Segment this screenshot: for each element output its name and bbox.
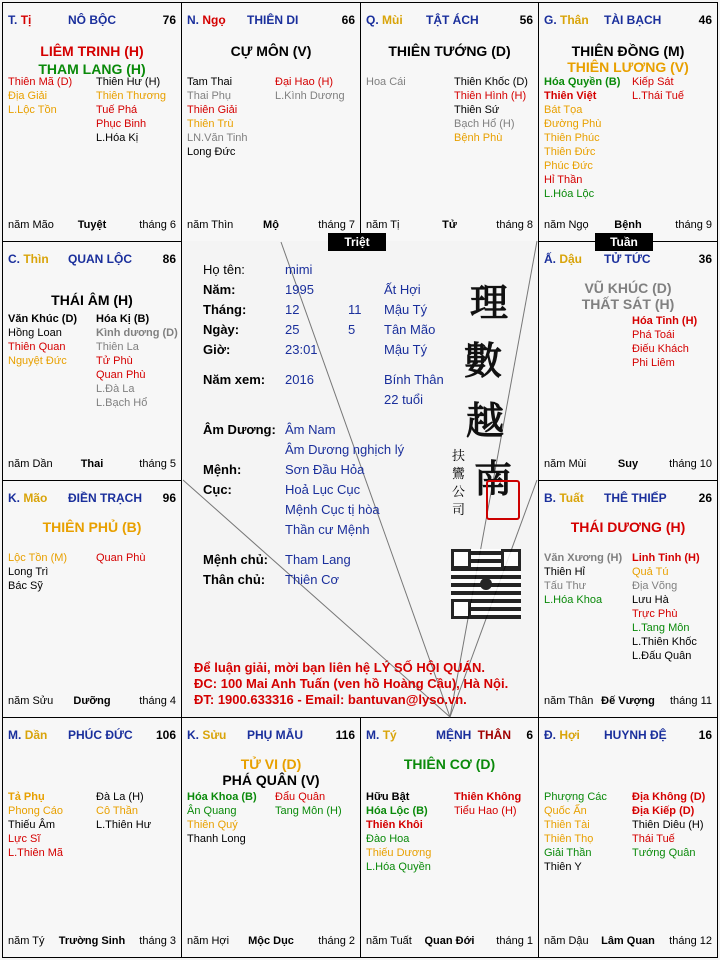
minor-star: Tả Phụ [8,791,45,803]
calligraphy-char-3: 越 [466,398,505,443]
main-star-2: THẤT SÁT (H) [581,296,675,312]
heavenly-stem: B. [544,491,556,505]
minor-star: Tấu Thư [544,580,587,592]
value-ngay-can-chi: Tân Mão [384,322,436,337]
minor-star: Lộc Tồn (M) [8,552,68,564]
main-star-1: THIÊN PHỦ (B) [42,519,142,535]
main-star-1: THÁI ÂM (H) [51,292,133,308]
minor-star: Thiên Giải [187,104,238,116]
minor-star: Quả Tú [632,566,669,578]
heavenly-stem: M. [366,728,380,742]
minor-star: Thiên Quan [8,341,66,353]
palace-age: 66 [341,13,355,27]
minor-star: Thiên Đức [544,146,596,158]
minor-star: Phúc Đức [544,160,593,172]
minor-star: L.Hóa Khoa [544,594,603,606]
value-nam-can-chi: Ất Hợi [384,282,421,297]
minor-star: Tử Phù [96,355,133,367]
minor-star: Linh Tinh (H) [632,552,700,564]
minor-star: L.Hóa Lộc [544,188,595,200]
minor-star: Tiểu Hao (H) [454,805,517,817]
value-thang-can-chi: Mậu Tý [384,302,428,317]
main-star-1: CỰ MÔN (V) [230,43,312,59]
value-tuoi: 22 tuổi [384,392,424,407]
palace-month: tháng 12 [669,935,712,947]
value-gio-can-chi: Mậu Tý [384,342,428,357]
palace-name: TỬ TỨC [604,252,651,266]
palace-month: tháng 2 [318,935,355,947]
minor-star: Thiên Hình (H) [454,90,527,102]
palace-year: năm Mão [8,219,54,231]
earthly-branch: Mùi [382,13,403,27]
palace-age: 106 [155,728,176,742]
heavenly-stem: T. [8,13,18,27]
minor-star: Văn Xương (H) [544,552,623,564]
red-seal-icon [486,480,520,520]
minor-star: Đẩu Quân [275,791,326,803]
minor-star: Đại Hao (H) [275,76,334,88]
minor-star: L.Thiên Khốc [632,636,697,648]
minor-star: Phá Toái [632,329,675,341]
label-than-chu: Thân chủ: [203,572,266,587]
minor-star: Hữu Bật [366,791,410,803]
minor-star: Long Đức [187,146,236,158]
value-menh: Sơn Đầu Hỏa [285,462,365,477]
palace-age: 96 [162,491,176,505]
palace-age: 76 [162,13,176,27]
heavenly-stem: K. [8,491,20,505]
minor-star: L.Đà La [96,383,135,395]
main-star-2: THAM LANG (H) [38,61,146,77]
minor-star: Tướng Quân [632,847,696,859]
palace-life-stage: Mộc Dục [248,935,294,947]
value-cuc-3: Thần cư Mệnh [285,522,370,537]
main-star-2: PHÁ QUÂN (V) [222,772,320,788]
minor-star: L.Bạch Hổ [96,397,148,409]
label-nam-xem: Năm xem: [203,372,266,387]
minor-star: Trực Phù [632,608,678,620]
minor-star: L.Hóa Quyền [366,861,431,873]
palace-life-stage: Mộ [263,219,279,231]
palace-year: năm Tuất [366,935,412,947]
minor-star: Đường Phù [544,118,602,130]
main-star-1: THIÊN TƯỚNG (D) [388,43,511,59]
minor-star: Địa Võng [632,580,678,592]
palace-life-stage: Trường Sinh [58,935,126,947]
palace-month: tháng 6 [139,219,176,231]
minor-star: Tuế Phá [96,104,138,116]
palace-year: năm Ngọ [544,219,589,231]
minor-star: Tam Thai [187,76,233,88]
calligraphy-char-4: 南 [474,456,513,501]
palace-year: năm Tý [8,935,45,947]
minor-star: Thiên Thương [96,90,167,102]
minor-star: Địa Không (D) [632,791,706,803]
palace-life-stage: Dưỡng [73,695,111,707]
main-star-1: LIÊM TRINH (H) [40,43,144,59]
minor-star: L.Lộc Tồn [8,104,57,116]
minor-star: Thiên Diêu (H) [632,819,704,831]
minor-star: LN.Văn Tinh [187,132,248,144]
value-cuc-2: Mệnh Cục tị hòa [285,502,380,517]
value-ho-ten: mimi [285,262,313,277]
minor-star: Quan Phù [96,369,146,381]
minor-star: L.Kình Dương [275,90,345,102]
value-thang-am: 11 [348,302,362,317]
minor-star: Bát Tọa [544,104,583,116]
minor-star: L.Tang Môn [632,622,690,634]
palace-month: tháng 4 [139,695,176,707]
minor-star: Bệnh Phù [454,132,503,144]
value-gio: 23:01 [285,342,318,357]
heavenly-stem: C. [8,252,20,266]
heavenly-stem: G. [544,13,557,27]
earthly-branch: Tị [20,13,32,27]
value-am-duong-2: Âm Dương nghịch lý [285,442,405,457]
minor-star: Phượng Các [544,791,607,803]
minor-star: Phong Cáo [8,805,64,817]
palace-month: tháng 10 [669,458,712,470]
minor-star: Kiếp Sát [632,76,674,88]
palace-life-stage: Đế Vượng [601,695,655,707]
palace-name: QUAN LỘC [68,252,132,266]
earthly-branch: Hợi [559,728,580,742]
palace-age: 56 [519,13,533,27]
minor-star: Thiếu Dương [366,847,432,859]
palace-life-stage: Lâm Quan [601,935,655,947]
palace-month: tháng 9 [675,219,712,231]
minor-star: Thiên La [96,341,139,353]
minor-star: Hóa Khoa (B) [187,791,257,803]
minor-star: Nguyệt Đức [8,355,67,367]
minor-star: Thiếu Âm [8,819,56,831]
palace-year: năm Thìn [187,219,234,231]
minor-star: Phi Liêm [632,357,675,369]
minor-star: Giải Thần [544,847,592,859]
seal-small-text: 扶 鸞 公 司 [452,449,466,518]
minor-star: Thiên Quý [187,819,238,831]
palace-name: PHÚC ĐỨC [68,728,133,742]
triet-tag: Triệt [328,233,386,251]
minor-star: L.Thái Tuế [632,90,684,102]
value-cuc: Hoả Lục Cục [285,482,361,497]
qr-code-icon[interactable] [451,549,521,619]
palace-year: năm Mùi [544,458,587,470]
minor-star: Hóa Lộc (B) [366,805,428,817]
palace-life-stage: Tuyệt [77,219,107,231]
label-ngay: Ngày: [203,322,240,337]
minor-star: Thai Phụ [187,90,232,102]
palace-name: TẬT ÁCH [426,13,479,27]
minor-star: Văn Khúc (D) [8,313,78,325]
minor-star: L.Hóa Kị [96,132,139,144]
palace-name: THÊ THIẾP [604,491,667,505]
main-star-2: THIÊN LƯƠNG (V) [567,59,689,75]
earthly-branch: Thìn [23,252,49,266]
heavenly-stem: K. [187,728,199,742]
label-menh-chu: Mệnh chủ: [203,552,268,567]
palace-year: năm Sửu [8,695,54,707]
minor-star: L.Thiên Mã [8,847,64,859]
minor-star: Hỉ Thần [544,174,583,186]
value-menh-chu: Tham Lang [285,552,351,567]
minor-star: Điếu Khách [632,343,689,355]
palace-name: MỆNH [436,728,472,742]
minor-star: Cô Thần [96,805,138,817]
minor-star: Thiên Việt [544,90,597,102]
minor-star: Đà La (H) [96,791,144,803]
earthly-branch: Sửu [202,728,227,742]
minor-star: Hóa Quyền (B) [544,76,621,88]
palace-age: 116 [335,728,355,742]
palace-age: 26 [698,491,712,505]
minor-star: Phục Binh [96,118,147,130]
palace-year: năm Hợi [187,935,230,947]
palace-month: tháng 5 [139,458,176,470]
label-nam: Năm: [203,282,236,297]
minor-star: Đào Hoa [366,833,410,845]
heavenly-stem: Đ. [544,728,556,742]
palace-year: năm Thân [544,695,594,707]
main-star-1: THÁI DƯƠNG (H) [570,519,686,535]
label-cuc: Cục: [203,482,232,497]
heavenly-stem: N. [187,13,199,27]
value-ngay-am: 5 [348,322,356,337]
minor-star: Thiên Y [544,861,582,873]
palace-name: TÀI BẠCH [604,13,662,27]
palace-life-stage: Suy [617,458,639,470]
minor-star: Hóa Tinh (H) [632,315,698,327]
minor-star: Thiên Hư (H) [96,76,161,88]
palace-life-stage: Quan Đới [424,935,475,947]
contact-line-3[interactable]: ĐT: 1900.633316 - Email: bantuvan@lyso.vn. [194,692,467,707]
earthly-branch: Tý [382,728,397,742]
palace-name: HUYNH ĐỆ [604,728,667,742]
value-nam-xem-can-chi: Bính Thân [384,372,444,387]
contact-line-2: ĐC: 100 Mai Anh Tuấn (ven hồ Hoàng Cầu), Hà Nội. [194,676,509,691]
minor-star: Thiên Tài [544,819,590,831]
main-star-1: VŨ KHÚC (D) [584,280,672,296]
palace-age: 16 [698,728,712,742]
palace-life-stage: Tử [442,219,457,231]
palace-name: PHỤ MẪU [247,728,303,742]
minor-star: Thanh Long [187,833,246,845]
minor-star: Thiên Khôi [366,819,423,831]
minor-star: Bác Sỹ [8,580,43,592]
palace-month: tháng 8 [496,219,533,231]
palace-year: năm Dậu [544,935,589,947]
minor-star: Quốc Ấn [544,805,587,817]
minor-star: Thiên Không [454,791,522,803]
palace-age: 46 [698,13,712,27]
palace-life-stage: Bệnh [614,219,642,231]
earthly-branch: Mão [23,491,48,505]
calligraphy-char-2: 數 [464,338,503,383]
earthly-branch: Tuất [559,491,584,505]
label-thang: Tháng: [203,302,247,317]
minor-star: Thiên Mã (D) [8,76,73,88]
minor-star: Thái Tuế [632,833,675,845]
minor-star: Thiên Hỉ [544,566,585,578]
value-nam: 1995 [285,282,314,297]
earthly-branch: Ngọ [202,13,226,27]
palace-life-stage: Thai [80,458,104,470]
palace-age: 36 [698,252,712,266]
minor-star: Lưu Hà [632,594,669,606]
heavenly-stem: Ấ. [544,252,556,266]
palace-name: NÔ BỘC [68,13,116,27]
minor-star: Ân Quang [187,805,237,817]
palace-month: tháng 11 [669,695,712,707]
palace-name: THIÊN DI [247,13,299,27]
main-star-1: TỬ VI (D) [240,756,302,772]
calligraphy-char-1: 理 [470,280,509,325]
minor-star: Địa Kiếp (D) [632,805,695,817]
palace-age: 6 [526,728,533,742]
palace-age: 86 [162,252,176,266]
earthly-branch: Thân [560,13,589,27]
palace-month: tháng 1 [496,935,533,947]
value-am-duong: Âm Nam [285,422,336,437]
minor-star: Thiên Khốc (D) [454,76,528,88]
minor-star: L.Thiên Hư [96,819,152,831]
minor-star: Thiên Sứ [454,104,500,116]
minor-star: L.Đấu Quân [632,650,692,662]
minor-star: Hóa Kị (B) [96,313,150,325]
minor-star: Long Trì [8,566,49,578]
palace-year: năm Dần [8,458,53,470]
minor-star: Thiên Trù [187,118,234,130]
minor-star: Kình dương (D) [96,327,178,339]
palace-month: tháng 3 [139,935,176,947]
heavenly-stem: M. [8,728,22,742]
heavenly-stem: Q. [366,13,379,27]
label-am-duong: Âm Dương: [203,422,276,437]
value-nam-xem: 2016 [285,372,314,387]
than-marker: THÂN [477,728,511,742]
label-ho-ten: Họ tên: [203,262,245,277]
minor-star: Quan Phù [96,552,146,564]
minor-star: Lực Sĩ [8,833,41,845]
earthly-branch: Dậu [559,252,583,266]
contact-line-1: Để luận giải, mời bạn liên hệ LÝ SỐ HỘI QUÁN. [194,660,485,675]
value-thang: 12 [285,302,300,317]
value-than-chu: Thiên Cơ [285,572,340,587]
palace-name: ĐIỀN TRẠCH [68,491,142,505]
palace-year: năm Tị [366,219,400,231]
label-gio: Giờ: [203,342,231,357]
minor-star: Hoa Cái [366,76,406,88]
minor-star: Địa Giải [8,90,48,102]
minor-star: Tang Môn (H) [275,805,342,817]
minor-star: Hồng Loan [8,327,62,339]
main-star-1: THIÊN ĐỒNG (M) [571,43,685,59]
minor-star: Bạch Hổ (H) [454,118,515,130]
value-ngay: 25 [285,322,300,337]
minor-star: Thiên Thọ [544,833,594,845]
label-menh: Mệnh: [203,462,242,477]
earthly-branch: Dần [24,728,48,742]
tuan-tag: Tuần [595,233,653,251]
minor-star: Thiên Phúc [544,132,600,144]
palace-month: tháng 7 [318,219,355,231]
main-star-1: THIÊN CƠ (D) [403,756,496,772]
